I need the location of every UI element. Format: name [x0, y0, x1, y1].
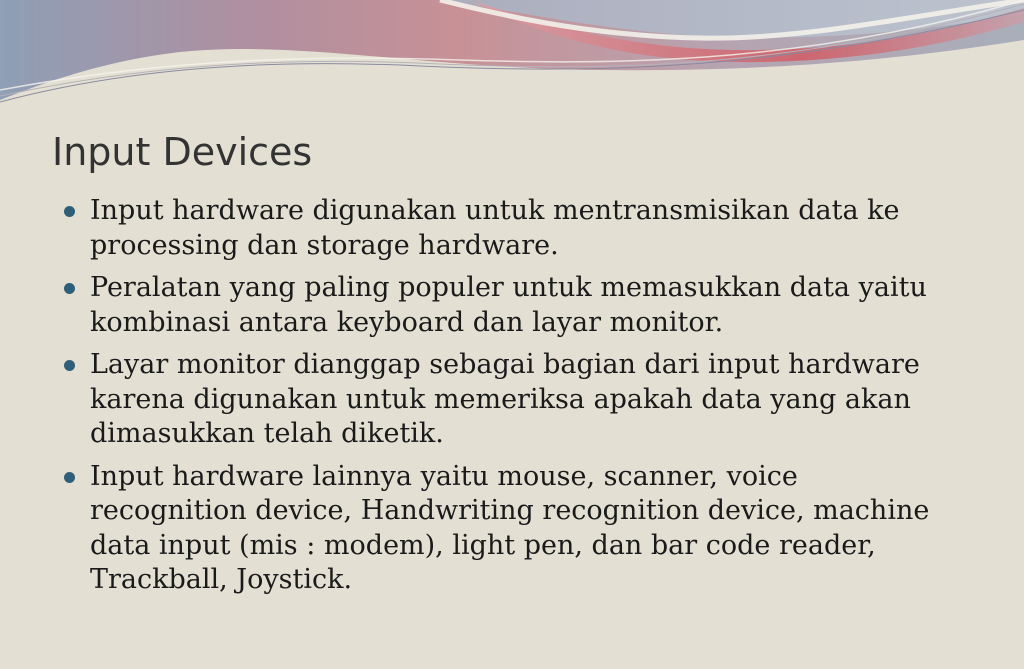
bullet-dot-icon	[64, 360, 75, 371]
bullet-text: Peralatan yang paling populer untuk memasukkan data yaitu kombinasi antara keyboard dan layar monitor.	[90, 272, 927, 338]
bullet-dot-icon	[64, 206, 75, 217]
slide-title: Input Devices	[52, 130, 313, 174]
bullet-item	[62, 460, 962, 598]
bullet-item	[62, 348, 962, 452]
bullet-item	[62, 194, 962, 263]
bullet-dot-icon	[64, 283, 75, 294]
bullet-text: Input hardware lainnya yaitu mouse, scanner, voice recognition device, Handwriting recognition device, machine data input (mis : modem), light pen, dan bar code reader, Trackball, Joystick.	[90, 460, 930, 595]
bullet-item	[62, 271, 962, 340]
bullet-dot-icon	[64, 472, 75, 483]
header-wave-decoration	[0, 0, 1024, 110]
bullet-list	[62, 194, 962, 606]
bullet-text: Layar monitor dianggap sebagai bagian dari input hardware karena digunakan untuk memeriksa apakah data yang akan dimasukkan telah diketik.	[90, 349, 920, 449]
bullet-text: Input hardware digunakan untuk mentransmisikan data ke processing dan storage hardware.	[90, 195, 900, 261]
